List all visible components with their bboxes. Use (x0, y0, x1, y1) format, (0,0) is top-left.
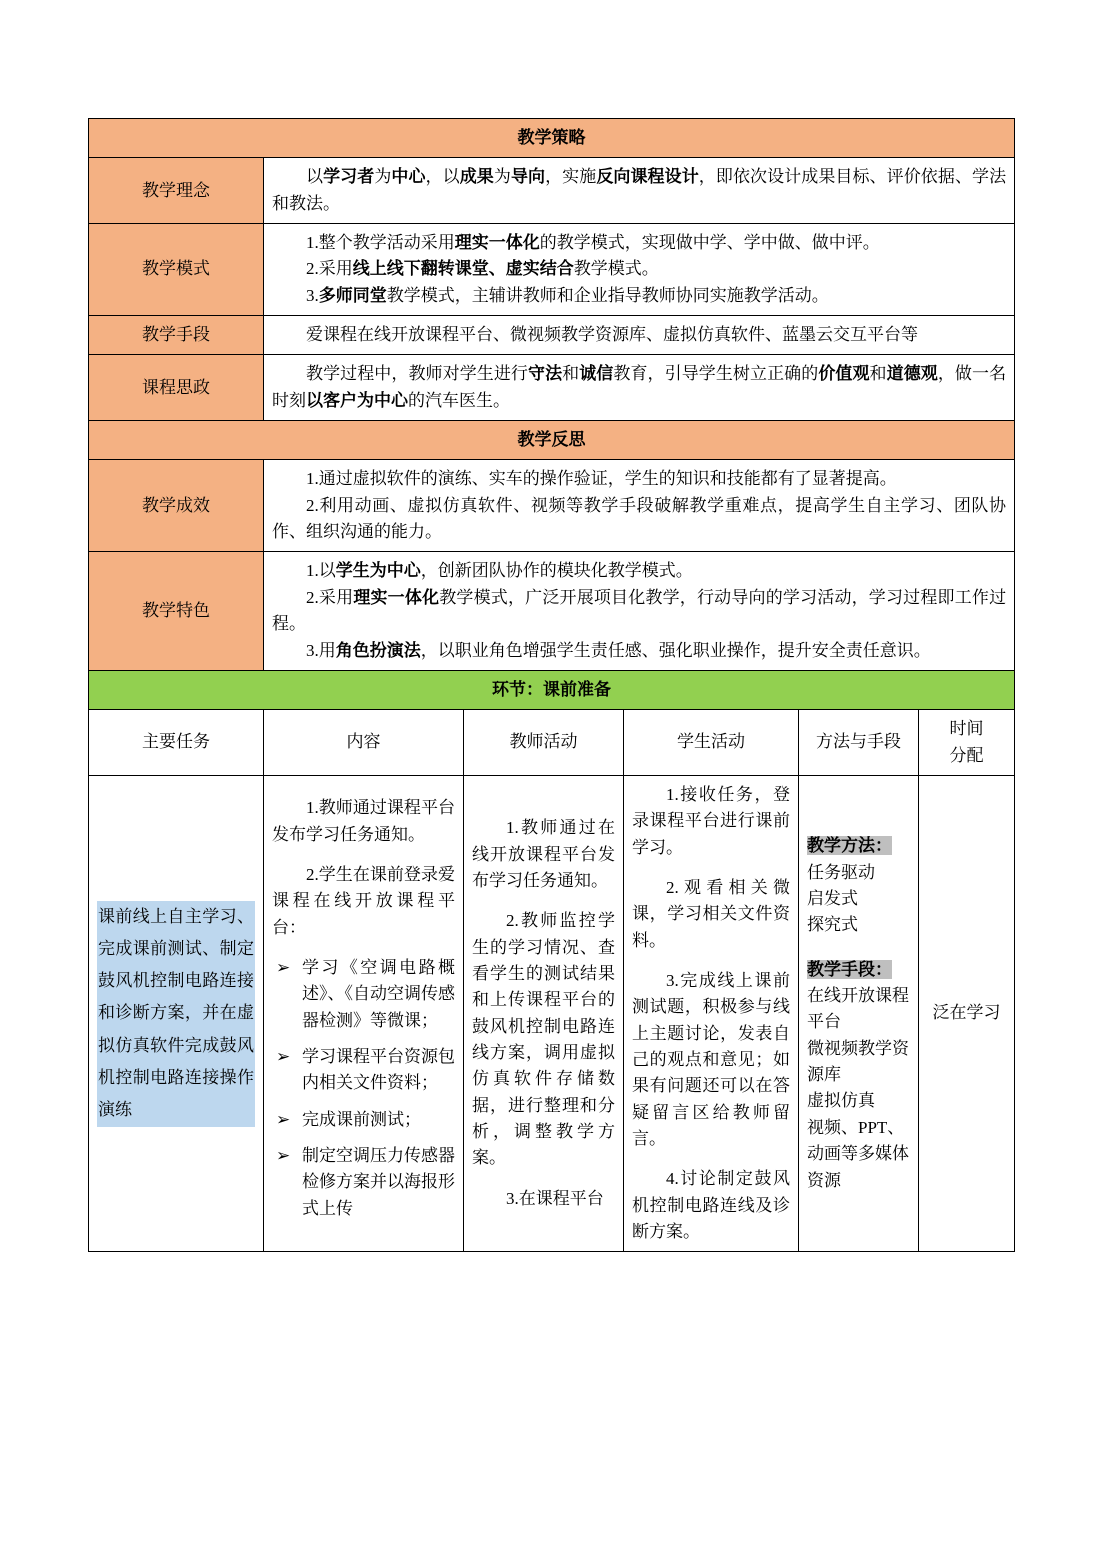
cell-student-activity (624, 775, 799, 1252)
arrow-bullet-icon: ➢ (276, 1146, 291, 1165)
table-row (89, 775, 1015, 1252)
section-header-row (89, 670, 1015, 709)
row-label-teaching-features: 教学特色 (89, 552, 264, 670)
teacher-para-2: 2.教师监控学生的学习情况、查看学生的测试结果和上传课程平台的鼓风机控制电路连线方案，调用虚拟仿真软件存储数据，进行整理和分析，调整教学方案。 (472, 911, 615, 1168)
method-item: 任务驱动 (807, 862, 875, 882)
student-para-4: 4.讨论制定鼓风机控制电路连线及诊断方案。 (632, 1169, 790, 1242)
list-item: ➢ 完成课前测试； (272, 1107, 455, 1133)
row-content-teaching-philosophy: 以学习者为中心，以成果为导向，实施反向课程设计，即依次设计成果目标、评价依据、学法和教法。 (264, 158, 1015, 224)
section-header-row (89, 119, 1015, 158)
cell-methods (799, 775, 919, 1252)
table-row (89, 158, 1015, 224)
list-item: ➢ 学习课程平台资源包内相关文件资料； (272, 1044, 455, 1097)
cell-time-allocation (919, 775, 1015, 1252)
column-header-student-activity: 学生活动 (624, 710, 799, 776)
row-label-curriculum-ideology: 课程思政 (89, 355, 264, 421)
row-label-teaching-effect: 教学成效 (89, 460, 264, 552)
row-label-teaching-philosophy: 教学理念 (89, 158, 264, 224)
section-header-teaching-strategy: 教学策略 (89, 119, 1015, 158)
list-item: ➢ 学习《空调电路概述》、《自动空调传感器检测》等微课； (272, 955, 455, 1034)
method-item: 探究式 (807, 915, 858, 935)
student-para-2: 2.观看相关微课，学习相关文件资料。 (632, 877, 790, 950)
row-label-teaching-means: 教学手段 (89, 316, 264, 355)
arrow-bullet-icon: ➢ (276, 957, 291, 977)
column-header-content: 内容 (264, 710, 464, 776)
time-allocation-text: 泛在学习 (932, 1003, 1001, 1023)
section-header-stage-preparation: 环节：课前准备 (89, 670, 1015, 709)
content-para-1: 1.教师通过课程平台发布学习任务通知。 (272, 798, 455, 844)
row-content-teaching-means: 爱课程在线开放课程平台、微视频教学资源库、虚拟仿真软件、蓝墨云交互平台等 (264, 316, 1015, 355)
column-header-teacher-activity: 教师活动 (464, 710, 624, 776)
means-item: 在线开放课程平台 (807, 986, 909, 1032)
cell-main-task (89, 775, 264, 1252)
content-para-2: 2.学生在课前登录爱课程在线开放课程平台： (272, 864, 455, 937)
spacer (807, 939, 910, 957)
teacher-para-3: 3.在课程平台 (506, 1188, 604, 1208)
row-content-teaching-mode: 1.整个教学活动采用理实一体化的教学模式，实现做中学、学中做、做中评。 2.采用线上线下翻转课堂、虚实结合教学模式。 3.多师同堂教学模式，主辅讲教师和企业指导教师协同实施教学活动。 (264, 224, 1015, 316)
table-header-row (89, 710, 1015, 776)
cell-content (264, 775, 464, 1252)
section-header-row (89, 421, 1015, 460)
list-item: ➢ 制定空调压力传感器检修方案并以海报形式上传 (272, 1143, 455, 1222)
arrow-bullet-icon: ➢ (276, 1109, 291, 1129)
row-content-curriculum-ideology: 教学过程中，教师对学生进行守法和诚信教育，引导学生树立正确的价值观和道德观，做一名时刻以客户为中心的汽车医生。 (264, 355, 1015, 421)
table-row (89, 224, 1015, 316)
means-item: 视频、PPT、动画等多媒体资源 (807, 1117, 909, 1190)
teaching-plan-table (88, 118, 1015, 1252)
row-label-teaching-mode: 教学模式 (89, 224, 264, 316)
arrow-bullet-icon: ➢ (276, 1046, 291, 1066)
section-header-teaching-reflection: 教学反思 (89, 421, 1015, 460)
column-header-time: 时间 分配 (919, 710, 1015, 776)
student-para-1: 1.接收任务，登录课程平台进行课前学习。 (632, 784, 790, 857)
student-para-3: 3.完成线上课前测试题，积极参与线上主题讨论，发表自己的观点和意见；如果有问题还可以在答疑留言区给教师留言。 (632, 970, 790, 1148)
row-content-teaching-effect: 1.通过虚拟软件的演练、实车的操作验证，学生的知识和技能都有了显著提高。 2.利用动画、虚拟仿真软件、视频等教学手段破解教学重难点，提高学生自主学习、团队协作、组织沟通的能力。 (264, 460, 1015, 552)
means-item: 微视频教学资源库 (807, 1038, 909, 1085)
table-row (89, 355, 1015, 421)
table-row (89, 316, 1015, 355)
method-item: 启发式 (807, 889, 858, 909)
column-header-methods: 方法与手段 (799, 710, 919, 776)
main-task-text: 课前线上自主学习、完成课前测试、制定鼓风机控制电路连接和诊断方案，并在虚拟仿真软件完成鼓风机控制电路连接操作演练 (97, 901, 255, 1127)
row-content-teaching-features: 1.以学生为中心，创新团队协作的模块化教学模式。 2.采用理实一体化教学模式，广泛开展项目化教学，行动导向的学习活动，学习过程即工作过程。 3.用角色扮演法，以职业角色增强学生责任感、强化职业操作，提升安全责任意识。 (264, 552, 1015, 670)
table-row (89, 552, 1015, 670)
table-row (89, 460, 1015, 552)
methods-label-teaching-means: 教学手段： (807, 959, 892, 979)
teacher-para-1: 1.教师通过在线开放课程平台发布学习任务通知。 (472, 818, 615, 890)
column-header-main-task: 主要任务 (89, 710, 264, 776)
cell-teacher-activity (464, 775, 624, 1252)
methods-label-teaching-method: 教学方法： (807, 836, 892, 856)
content-bullet-list (272, 955, 455, 1222)
means-item: 虚拟仿真 (807, 1091, 875, 1111)
